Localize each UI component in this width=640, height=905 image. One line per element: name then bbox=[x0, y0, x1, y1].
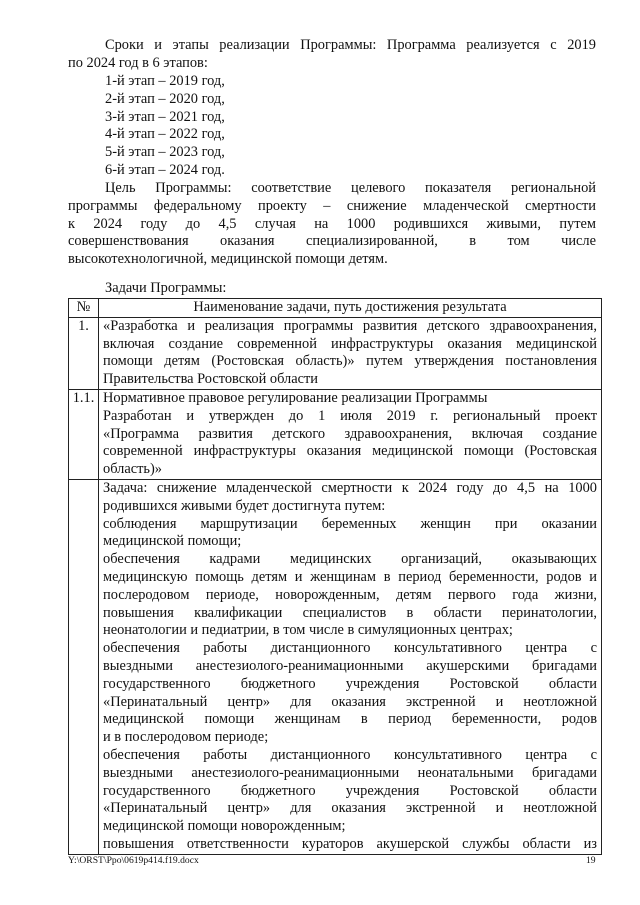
row-line: выездными анестезиолого-реанимационными акушерскими бригадами bbox=[103, 657, 597, 674]
goal-line: совершенствования оказания специализированной, в том числе bbox=[68, 233, 596, 250]
row-line: область)» bbox=[103, 461, 162, 478]
goal-paragraph bbox=[68, 180, 596, 269]
row-line: повышения ответственности кураторов акушерской службы области из bbox=[103, 835, 597, 852]
header-num: № bbox=[69, 299, 99, 318]
goal-line: к 2024 году до 4,5 случая на 1000 родившихся живыми, путем bbox=[68, 215, 596, 232]
row-line: помощи детям (Ростовская область)» путем утверждения постановления bbox=[103, 353, 597, 370]
intro-paragraph bbox=[68, 37, 596, 73]
stage-item: 3-й этап – 2021 год, bbox=[105, 108, 225, 125]
row-line: повышения квалификации специалистов в области перинатологии, bbox=[103, 604, 597, 621]
row-line: Правительства Ростовской области bbox=[103, 371, 318, 388]
row-line: обеспечения кадрами медицинских организаций, оказывающих bbox=[103, 551, 597, 568]
stage-item: 6-й этап – 2024 год. bbox=[105, 161, 225, 178]
stage-item: 1-й этап – 2019 год, bbox=[105, 73, 225, 89]
stages-list bbox=[68, 73, 596, 180]
header-name: Наименование задачи, путь достижения результата bbox=[99, 299, 602, 318]
row-line: неонатологии и педиатрии, в том числе в симуляционных центрах; bbox=[103, 622, 513, 639]
row-line: государственного бюджетного учреждения Ростовской области bbox=[103, 782, 597, 799]
row-line: Нормативное правовое регулирование реализации Программы bbox=[103, 389, 488, 406]
row-line: медицинской помощи женщинам в период беременности, родов bbox=[103, 711, 597, 728]
goal-line: высокотехнологичной, медицинской помощи детям. bbox=[68, 251, 388, 268]
row-line: послеродовом периоде, новорожденным, детям первого года жизни, bbox=[103, 586, 597, 603]
row-line: медицинской помощи новорожденным; bbox=[103, 818, 346, 835]
row-line: «Разработка и реализация программы развития детского здравоохранения, bbox=[103, 317, 597, 334]
intro-line: по 2024 год в 6 этапов: bbox=[68, 54, 208, 71]
row-line: современной инфраструктуры оказания медицинской помощи (Ростовская bbox=[103, 443, 597, 460]
row-line: обеспечения работы дистанционного консультативного центра с bbox=[103, 640, 597, 657]
row-number bbox=[69, 479, 99, 854]
goal-line: программы федеральному проекту – снижение младенческой смертности bbox=[68, 197, 596, 214]
row-number: 1.1. bbox=[69, 389, 99, 479]
row-number: 1. bbox=[69, 317, 99, 389]
row-content bbox=[99, 317, 602, 389]
stage-item: 4-й этап – 2022 год, bbox=[105, 126, 225, 143]
tasks-table bbox=[68, 298, 602, 855]
table-header-row bbox=[69, 299, 602, 318]
table-row bbox=[69, 389, 602, 479]
tasks-title-text: Задачи Программы: bbox=[105, 280, 227, 296]
row-line: медицинской помощи; bbox=[103, 533, 242, 550]
tasks-title bbox=[68, 280, 596, 298]
intro-line: Сроки и этапы реализации Программы: Программа реализуется с 2019 bbox=[105, 37, 596, 53]
row-line: выездными анестезиолого-реанимационными неонатальными бригадами bbox=[103, 764, 597, 781]
row-line: обеспечения работы дистанционного консультативного центра с bbox=[103, 746, 597, 763]
footer-page-number: 19 bbox=[586, 855, 596, 866]
table-row bbox=[69, 479, 602, 854]
stage-item: 2-й этап – 2020 год, bbox=[105, 90, 225, 107]
row-line: «Перинатальный центр» для оказания экстренной и неотложной bbox=[103, 800, 597, 817]
table-row bbox=[69, 317, 602, 389]
row-line: включая создание современной инфраструктуры оказания медицинской bbox=[103, 335, 597, 352]
row-line: и в послеродовом периоде; bbox=[103, 729, 269, 746]
row-line: родившихся живыми будет достигнута путем: bbox=[103, 497, 386, 514]
row-content bbox=[99, 479, 602, 854]
stage-item: 5-й этап – 2023 год, bbox=[105, 144, 225, 161]
row-line: соблюдения маршрутизации беременных женщин при оказании bbox=[103, 515, 597, 532]
row-line: государственного бюджетного учреждения Ростовской области bbox=[103, 675, 597, 692]
row-line: медицинскую помощь детям и женщинам в период беременности, родов и bbox=[103, 568, 597, 585]
row-line: Задача: снижение младенческой смертности к 2024 году до 4,5 на 1000 bbox=[103, 479, 597, 496]
footer-file-path: Y:\ORST\Ppo\0619p414.f19.docx bbox=[68, 855, 199, 866]
row-line: Разработан и утвержден до 1 июля 2019 г. региональный проект bbox=[103, 407, 597, 424]
row-line: «Перинатальный центр» для оказания экстренной и неотложной bbox=[103, 693, 597, 710]
goal-line: Цель Программы: соответствие целевого показателя региональной bbox=[105, 180, 596, 196]
row-content bbox=[99, 389, 602, 479]
row-line: «Программа развития детского здравоохранения, включая создание bbox=[103, 425, 597, 442]
